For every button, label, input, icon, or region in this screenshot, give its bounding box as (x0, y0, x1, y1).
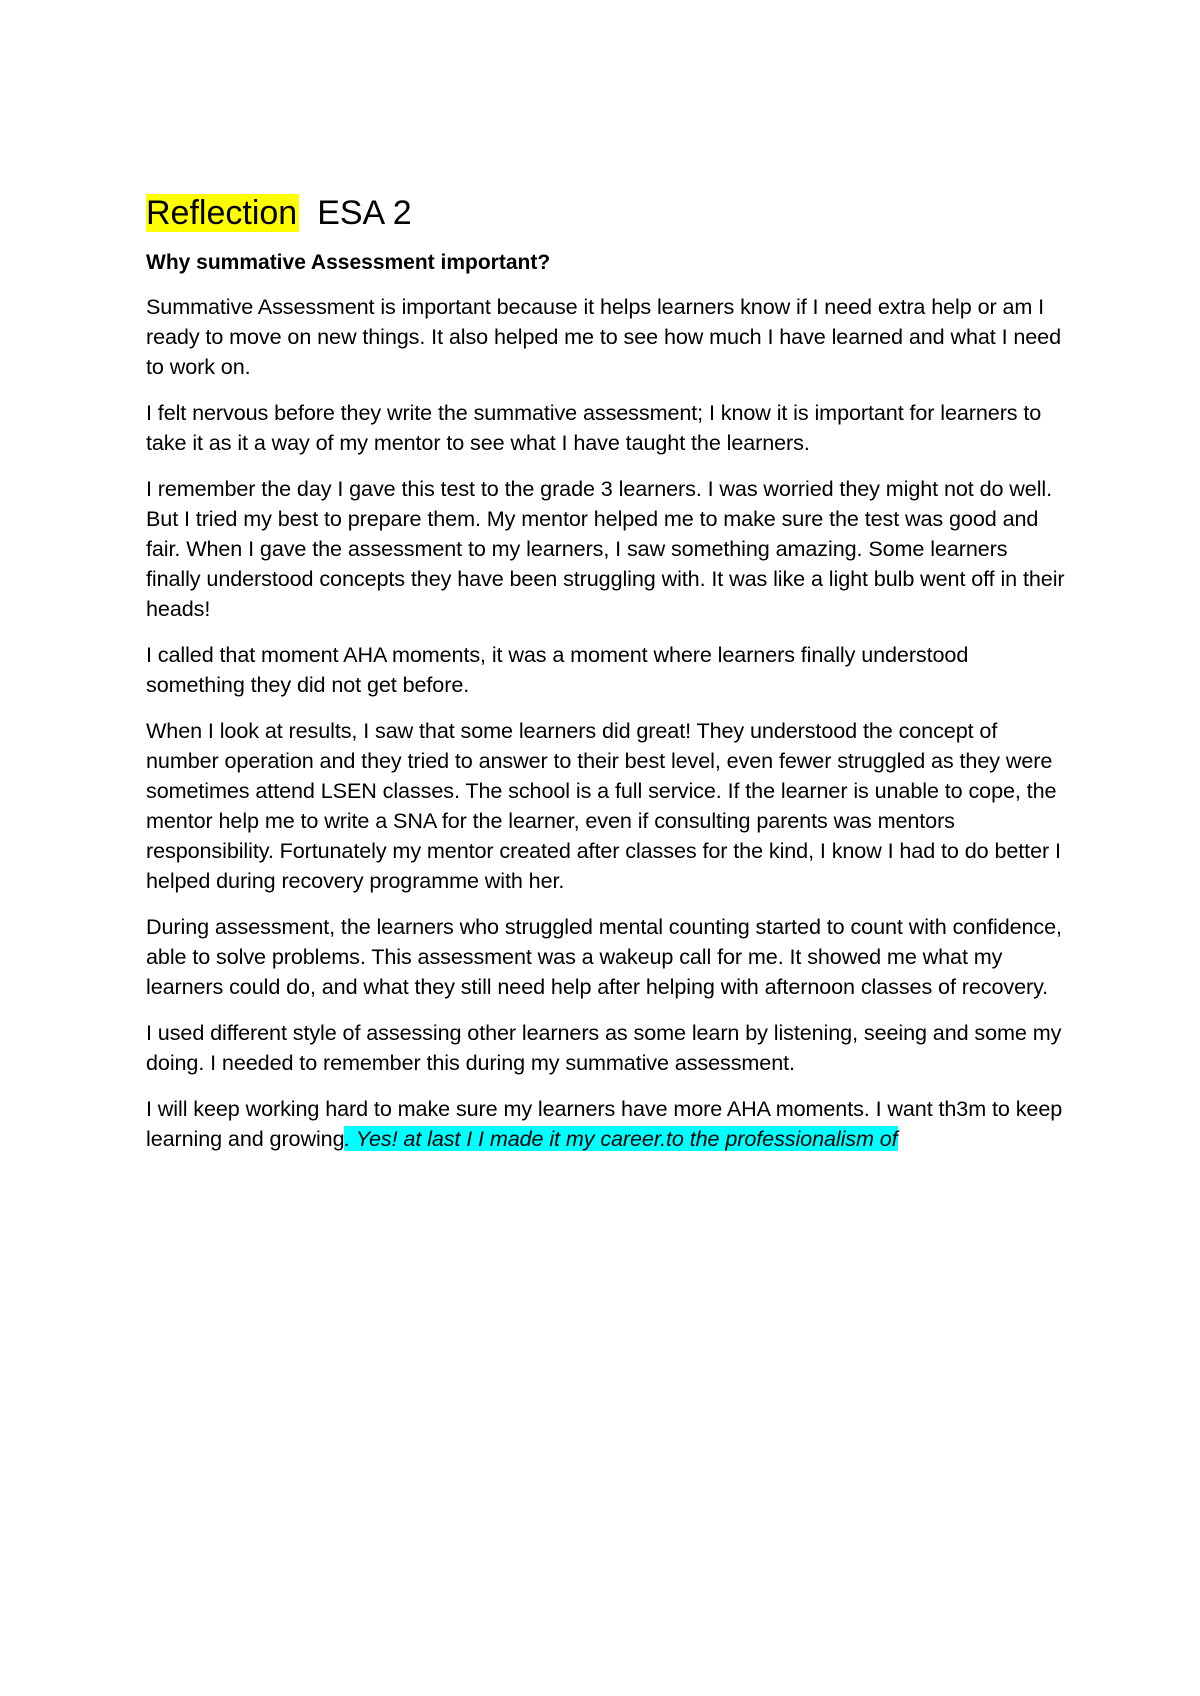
paragraph-2: I felt nervous before they write the summative assessment; I know it is important for learners to take it as it a way of my mentor to see what I have taught the learners. (146, 400, 1042, 455)
document-title (146, 190, 1066, 236)
paragraph-8 (146, 1094, 1066, 1154)
subheading: Why summative Assessment important? (146, 251, 551, 274)
paragraph-3: I remember the day I gave this test to the grade 3 learners. I was worried they might not do well. But I tried my best to prepare them. My mentor helped me to make sure the test was good and fair. When I gave the assessment to my learners, I saw something amazing. Some learners finally understood concepts they have been struggling with. It was like a light bulb went off in their heads! (146, 476, 1065, 621)
paragraph-5: When I look at results, I saw that some learners did great! They understood the concept of number operation and they tried to answer to their best level, even fewer struggled as they were sometimes attend LSEN classes. The school is a full service. If the learner is unable to cope, the mentor help me to write a SNA for the learner, even if consulting parents was mentors responsibility. Fortunately my mentor created after classes for the kind, I know I had to do better I helped during recovery programme with her. (146, 718, 1061, 893)
paragraph-4: I called that moment AHA moments, it was a moment where learners finally understood something they did not get before. (146, 642, 969, 697)
paragraph-8-plain-text: I will keep working hard to make sure my learners have more AHA moments. I want th3m to keep learning and growing (146, 1096, 1063, 1151)
paragraph-6: During assessment, the learners who struggled mental counting started to count with confidence, able to solve problems. This assessment was a wakeup call for me. It showed me what my learners could do, and what they still need help after helping with afternoon classes of recovery. (146, 914, 1062, 999)
paragraph-8-highlighted-text: . Yes! at last I I made it my career.to the professionalism of (344, 1126, 898, 1151)
paragraph-7: I used different style of assessing other learners as some learn by listening, seeing and some my doing. I needed to remember this during my summative assessment. (146, 1020, 1062, 1075)
title-highlighted-word: Reflection (146, 194, 298, 232)
title-suffix: ESA 2 (317, 194, 412, 232)
paragraph-1: Summative Assessment is important because it helps learners know if I need extra help or am I ready to move on new things. It also helped me to see how much I have learned and what I need to work on. (146, 294, 1062, 379)
document-page (146, 190, 1066, 1170)
